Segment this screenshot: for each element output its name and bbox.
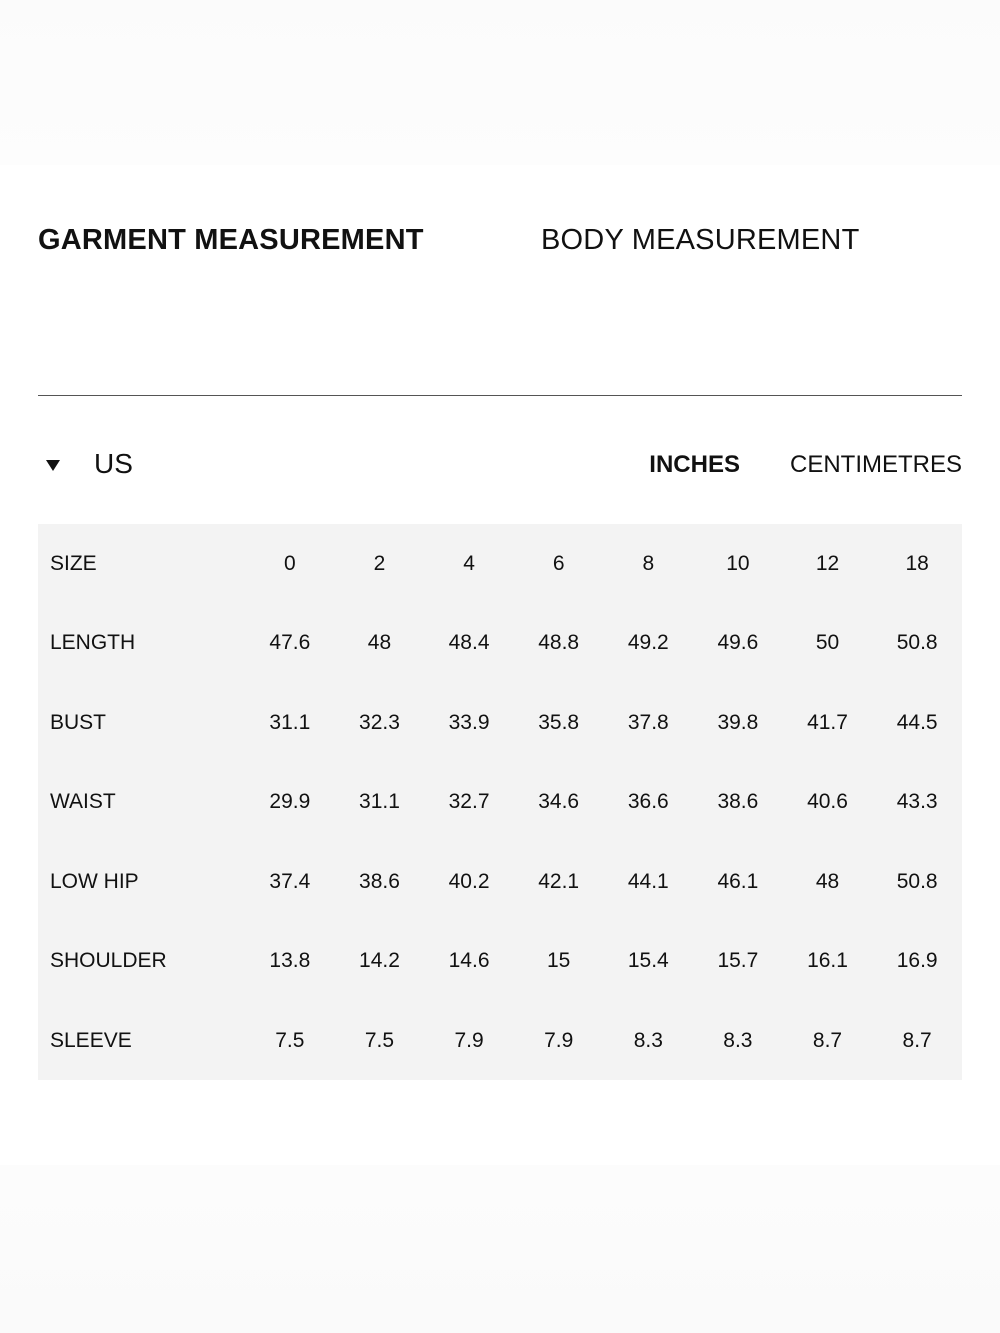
table-cell: 49.2 bbox=[627, 631, 669, 655]
table-row bbox=[38, 524, 962, 604]
table-cell: 44.1 bbox=[627, 869, 669, 893]
table-cell: 16.1 bbox=[807, 949, 848, 973]
table-row bbox=[38, 922, 962, 1002]
table-cell: 31.1 bbox=[359, 790, 400, 814]
unit-centimetres-button[interactable]: CENTIMETRES bbox=[789, 451, 962, 478]
table-cell: 43.3 bbox=[896, 790, 938, 814]
table-cell: 15.4 bbox=[627, 949, 669, 973]
table-cell: 36.6 bbox=[627, 790, 669, 814]
table-cell: 40.2 bbox=[448, 869, 490, 893]
table-cell: 31.1 bbox=[269, 710, 311, 734]
table-cell: 33.9 bbox=[448, 710, 490, 734]
table-cell: 29.9 bbox=[269, 790, 311, 814]
table-cell: 35.8 bbox=[538, 710, 580, 734]
table-cell: 7.5 bbox=[275, 1028, 305, 1052]
table-row bbox=[38, 604, 962, 684]
table-cell: 48.8 bbox=[538, 631, 580, 655]
size-chart-table bbox=[38, 524, 962, 1080]
table-cell: 4 bbox=[463, 551, 475, 575]
table-row bbox=[38, 1001, 962, 1081]
table-cell: 8 bbox=[642, 551, 655, 575]
table-cell: 48 bbox=[815, 869, 840, 893]
table-cell: 6 bbox=[552, 551, 565, 575]
table-cell: 15.7 bbox=[717, 949, 759, 973]
region-dropdown[interactable] bbox=[46, 446, 133, 482]
table-cell: 42.1 bbox=[538, 869, 580, 893]
row-label: BUST bbox=[50, 710, 107, 734]
table-cell: 13.8 bbox=[269, 949, 311, 973]
table-cell: 38.6 bbox=[717, 790, 759, 814]
table-cell: 7.9 bbox=[454, 1028, 484, 1052]
table-cell: 48.4 bbox=[448, 631, 490, 655]
table-cell: 34.6 bbox=[538, 790, 580, 814]
bottom-background-band bbox=[0, 1165, 1000, 1333]
unit-toggle bbox=[649, 449, 962, 481]
table-cell: 8.3 bbox=[723, 1028, 753, 1052]
table-cell: 8.3 bbox=[633, 1028, 663, 1052]
table-cell: 50.8 bbox=[896, 869, 938, 893]
table-cell: 46.1 bbox=[717, 869, 759, 893]
unit-inches-button[interactable]: INCHES bbox=[649, 451, 740, 478]
table-cell: 7.5 bbox=[364, 1028, 395, 1052]
row-label: SHOULDER bbox=[50, 949, 167, 973]
table-cell: 41.7 bbox=[807, 710, 848, 734]
measurement-tabs bbox=[38, 224, 962, 264]
table-row bbox=[38, 763, 962, 843]
table-cell: 47.6 bbox=[269, 631, 311, 655]
table-cell: 38.6 bbox=[359, 869, 400, 893]
row-label: SIZE bbox=[50, 551, 97, 575]
table-row bbox=[38, 683, 962, 763]
table-cell: 10 bbox=[726, 551, 750, 575]
table-cell: 12 bbox=[815, 551, 840, 575]
table-cell: 49.6 bbox=[717, 631, 759, 655]
table-cell: 0 bbox=[284, 551, 296, 575]
top-background-band bbox=[0, 0, 1000, 165]
table-cell: 15 bbox=[547, 949, 571, 973]
table-cell: 2 bbox=[373, 551, 386, 575]
row-label: WAIST bbox=[50, 790, 116, 814]
table-cell: 44.5 bbox=[896, 710, 938, 734]
table-cell: 32.3 bbox=[359, 710, 400, 734]
table-cell: 37.8 bbox=[627, 710, 669, 734]
table-cell: 39.8 bbox=[717, 710, 759, 734]
table-cell: 18 bbox=[905, 551, 929, 575]
table-cell: 32.7 bbox=[448, 790, 490, 814]
table-cell: 16.9 bbox=[896, 949, 938, 973]
caret-down-icon bbox=[46, 460, 60, 471]
table-cell: 50 bbox=[815, 631, 840, 655]
table-cell: 7.9 bbox=[544, 1028, 574, 1052]
tab-body-measurement[interactable]: BODY MEASUREMENT bbox=[541, 224, 860, 256]
section-divider bbox=[38, 395, 962, 396]
tab-garment-measurement[interactable]: GARMENT MEASUREMENT bbox=[38, 224, 424, 256]
table-cell: 50.8 bbox=[896, 631, 938, 655]
table-cell: 8.7 bbox=[812, 1028, 843, 1052]
table-cell: 37.4 bbox=[269, 869, 311, 893]
table-cell: 8.7 bbox=[902, 1028, 932, 1052]
table-cell: 40.6 bbox=[807, 790, 848, 814]
row-label: LENGTH bbox=[50, 631, 136, 655]
table-cell: 14.2 bbox=[359, 949, 400, 973]
table-cell: 48 bbox=[367, 631, 392, 655]
table-cell: 14.6 bbox=[448, 949, 490, 973]
table-row bbox=[38, 842, 962, 922]
row-label: LOW HIP bbox=[50, 869, 139, 893]
row-label: SLEEVE bbox=[50, 1028, 132, 1052]
region-selected-label: US bbox=[94, 448, 133, 479]
